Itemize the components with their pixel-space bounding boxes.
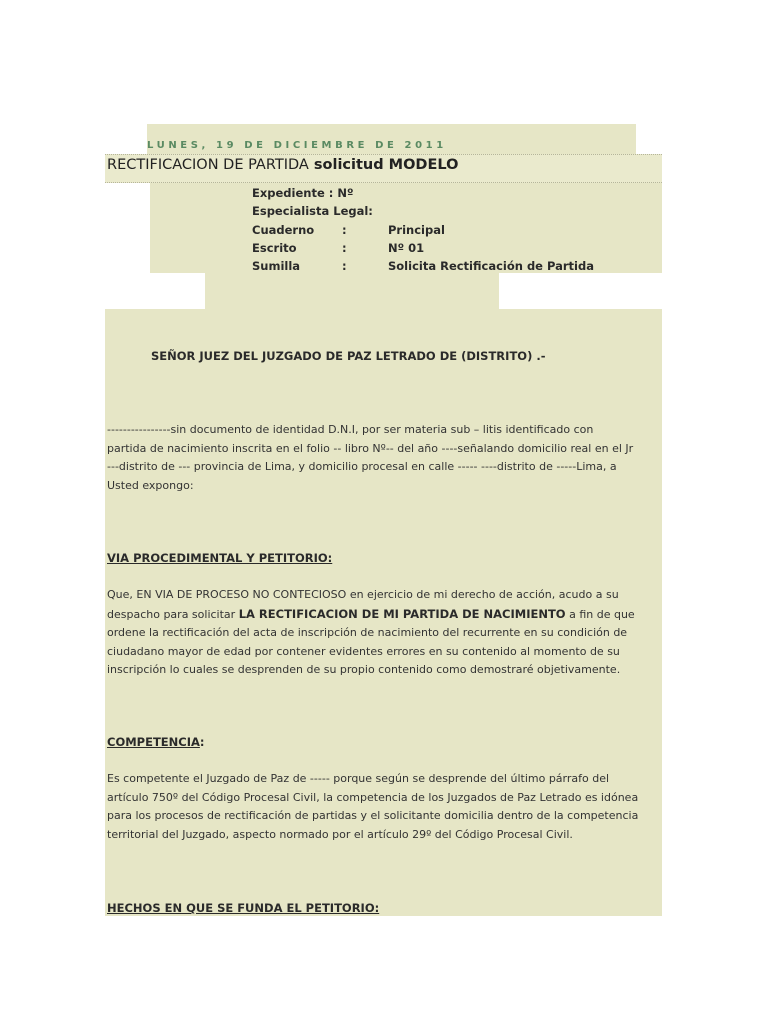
paragraph-line: partida de nacimiento inscrita en el folio -- libro Nº-- del año ----señalando domicilio real en el Jr — [107, 441, 634, 455]
paragraph-line: Es competente el Juzgado de Paz de ----- porque según se desprende del último párrafo del — [107, 772, 610, 785]
meta-label: Expediente : Nº — [252, 186, 354, 200]
post-title[interactable] — [107, 157, 458, 173]
paragraph-line: Que, EN VIA DE PROCESO NO CONTECIOSO en ejercicio de mi derecho de acción, acudo a su — [107, 588, 619, 601]
title-main: RECTIFICACION DE PARTIDA — [107, 157, 309, 173]
paragraph-line: ----------------sin documento de identidad D.N.I, por ser materia sub – litis identificado con — [107, 423, 594, 436]
meta-colon: : — [342, 240, 347, 255]
paragraph-line: Usted expongo: — [107, 478, 194, 492]
meta-value: Principal — [388, 222, 445, 237]
petitorio-paragraph — [107, 586, 662, 680]
title-rest: solicitud MODELO — [308, 157, 459, 173]
section-heading-hechos: HECHOS EN QUE SE FUNDA EL PETITORIO: — [107, 901, 380, 915]
intro-paragraph — [107, 421, 662, 495]
page-background-meta-tail — [205, 273, 499, 309]
paragraph-line: para los procesos de rectificación de partidas y el solicitante domicilia dentro de la competencia — [107, 809, 639, 822]
post-date: LUNES, 19 DE DICIEMBRE DE 2011 — [147, 140, 447, 151]
meta-value: Nº 01 — [388, 240, 425, 255]
meta-label: Especialista Legal: — [252, 204, 373, 219]
paragraph-line: artículo 750º del Código Procesal Civil, la competencia de los Juzgados de Paz Letrado es idónea — [107, 790, 639, 804]
paragraph-line: ---distrito de --- provincia de Lima, y domicilio procesal en calle ----- ----distrito de -----Lima, a — [107, 460, 617, 473]
meta-colon: : — [342, 222, 347, 237]
paragraph-line: despacho para solicitar LA RECTIFICACION DE MI PARTIDA DE NACIMIENTO a fin de que — [107, 606, 635, 621]
paragraph-line: ciudadano mayor de edad por contener evidentes errores en su contenido al momento de su — [107, 644, 620, 658]
meta-label: Sumilla — [252, 259, 301, 274]
section-heading-competencia: COMPETENCIA: — [107, 735, 205, 749]
paragraph-line: ordene la rectificación del acta de inscripción de nacimiento del recurrente en su condición de — [107, 626, 628, 639]
meta-value: Solicita Rectificación de Partida — [388, 259, 594, 274]
addressee: SEÑOR JUEZ DEL JUZGADO DE PAZ LETRADO DE (DISTRITO) .- — [151, 349, 546, 363]
meta-colon: : — [342, 259, 347, 274]
paragraph-line: inscripción lo cuales se desprenden de su propio contenido como demostraré objetivamente. — [107, 663, 621, 676]
section-heading-via-procedimental: VIA PROCEDIMENTAL Y PETITORIO: — [107, 551, 333, 565]
competencia-paragraph — [107, 770, 662, 844]
meta-label: Cuaderno — [252, 222, 315, 237]
paragraph-line: territorial del Juzgado, aspecto normado por el artículo 29º del Código Procesal Civil. — [107, 827, 573, 841]
petitorio-emphasis: LA RECTIFICACION DE MI PARTIDA DE NACIMIENTO — [238, 606, 566, 621]
meta-label: Escrito — [252, 240, 297, 255]
